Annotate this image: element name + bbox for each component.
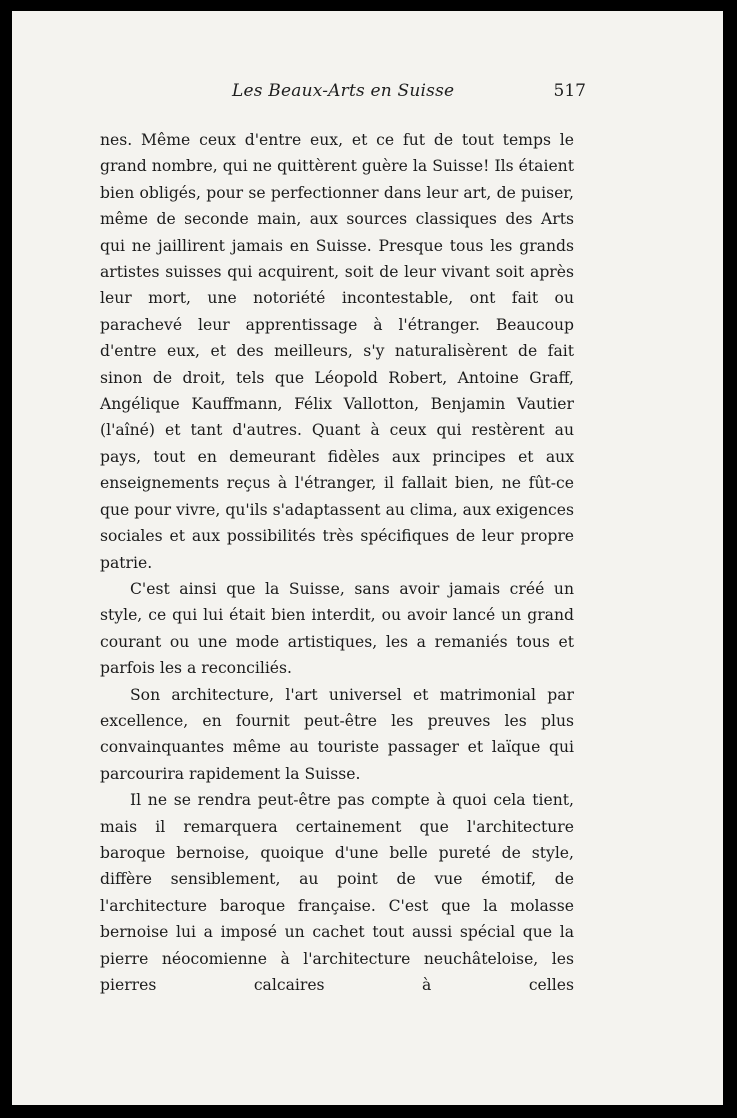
running-header — [100, 81, 586, 107]
running-title: Les Beaux-Arts en Suisse — [232, 81, 455, 101]
paragraph: C'est ainsi que la Suisse, sans avoir jamais créé un style, ce qui lui était bien interdit, ou avoir lancé un grand courant ou une mode artistiques, les a remaniés tous et parfois les a reconciliés. — [100, 579, 574, 678]
page-number: 517 — [553, 81, 586, 101]
book-page — [12, 11, 723, 1105]
paragraph-continued: nes. Même ceux d'entre eux, et ce fut de tout temps le grand nombre, qui ne quittèrent guère la Suisse! Ils étaient bien obligés, pour se perfectionner dans leur art, de puiser, même de seconde main, aux sources classiques des Arts qui ne jaillirent jamais en Suisse. Presque tous les grands artistes suisses qui acquirent, soit de leur vivant soit après leur mort, une notoriété incontestable, ont fait ou parachevé leur apprentissage à l'étranger. Beaucoup d'entre eux, et des meilleurs, s'y naturalisèrent de fait sinon de droit, tels que Léopold Robert, Antoine Graff, Angélique Kauffmann, Félix Vallotton, Benjamin Vautier (l'aîné) et tant d'autres. Quant à ceux qui restèrent au pays, tout en demeurant fidèles aux principes et aux enseignements reçus à l'étranger, il fallait bien, ne fût-ce que pour vivre, qu'ils s'adaptassent au clima, aux exigences sociales et aux possibilités très spécifiques de leur propre patrie. — [100, 131, 574, 572]
body-text — [100, 127, 574, 998]
paragraph: Il ne se rendra peut-être pas compte à quoi cela tient, mais il remarquera certainement que l'architecture baroque bernoise, quoique d'une belle pureté de style, diffère sensiblement, au point de vue émotif, de l'architecture baroque française. C'est que la molasse bernoise lui a imposé un cachet tout aussi spécial que la pierre néocomienne à l'architecture neuchâteloise, les pierres calcaires à celles — [100, 791, 574, 994]
paragraph: Son architecture, l'art universel et matrimonial par excellence, en fournit peut-être les preuves les plus convainquantes même au touriste passager et laïque qui parcourira rapidement la Suisse. — [100, 685, 574, 783]
